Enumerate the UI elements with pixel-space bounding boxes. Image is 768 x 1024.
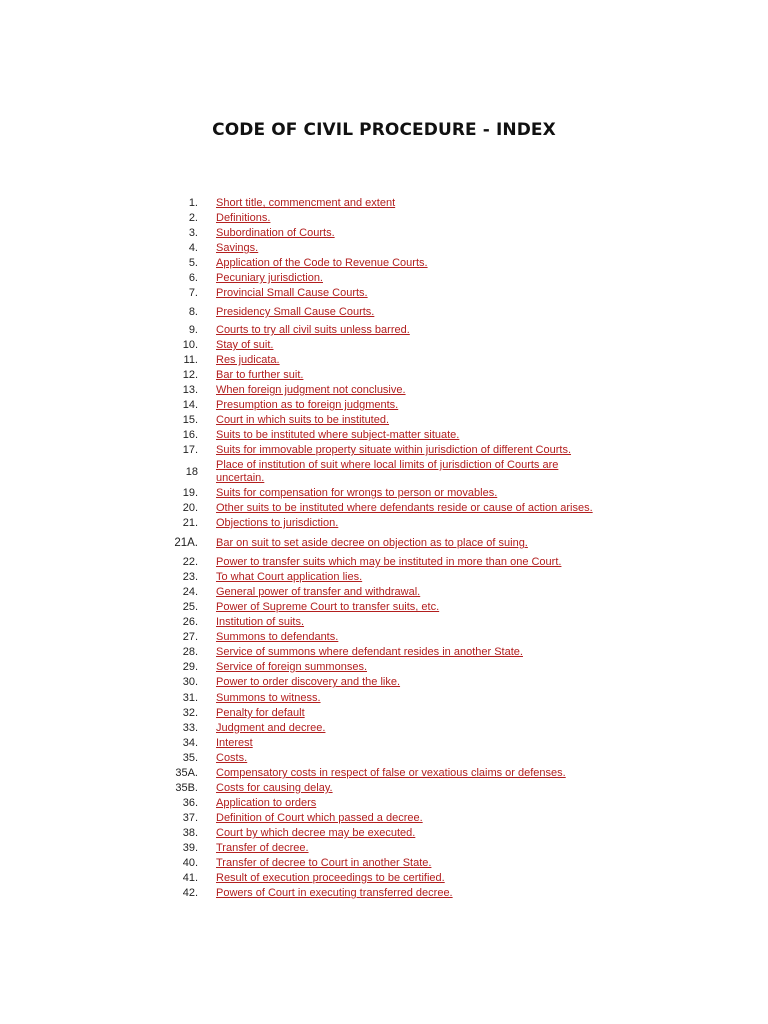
index-entry (0, 631, 768, 646)
index-entry (0, 354, 768, 369)
index-entry (0, 692, 768, 707)
entry-number: 35B. (175, 782, 198, 794)
index-entry (0, 502, 768, 517)
entry-number: 23. (182, 571, 198, 583)
index-entry (0, 339, 768, 354)
index-entry (0, 324, 768, 339)
entry-number: 36. (182, 797, 198, 809)
entry-number: 24. (182, 586, 198, 598)
entry-link[interactable]: Court in which suits to be instituted. (216, 414, 390, 426)
entry-number: 40. (182, 857, 198, 869)
entry-number: 3. (188, 227, 198, 239)
index-entry (0, 444, 768, 459)
index-entry (0, 872, 768, 887)
index-entry (0, 306, 768, 321)
entry-number: 7. (188, 287, 198, 299)
entry-number: 29. (182, 661, 198, 673)
entry-link[interactable]: Res judicata. (216, 354, 280, 366)
index-entry (0, 737, 768, 752)
entry-link[interactable]: Interest (216, 737, 253, 749)
index-entry (0, 212, 768, 227)
index-entry (0, 676, 768, 691)
page-title: CODE OF CIVIL PROCEDURE - INDEX (212, 120, 556, 140)
entry-link[interactable]: Judgment and decree. (216, 722, 326, 734)
entry-number: 8. (188, 306, 198, 318)
index-entry (0, 782, 768, 797)
entry-link[interactable]: Definitions. (216, 212, 271, 224)
entry-link[interactable]: Power to order discovery and the like. (216, 676, 401, 688)
entry-link[interactable]: Bar to further suit. (216, 369, 304, 381)
index-entry (0, 707, 768, 722)
entry-number: 32. (182, 707, 198, 719)
entry-number: 2. (188, 212, 198, 224)
entry-number: 28. (182, 646, 198, 658)
entry-number: 33. (182, 722, 198, 734)
entry-number: 10. (182, 339, 198, 351)
index-entry (0, 197, 768, 212)
entry-link[interactable]: Court by which decree may be executed. (216, 827, 416, 839)
entry-link[interactable]: Courts to try all civil suits unless barred. (216, 324, 410, 336)
index-entry (0, 242, 768, 257)
entry-link[interactable]: Application of the Code to Revenue Courts. (216, 257, 428, 269)
index-entry (0, 414, 768, 429)
index-entry (0, 487, 768, 502)
index-entry (0, 227, 768, 242)
entry-number: 41. (182, 872, 198, 884)
entry-link[interactable]: Result of execution proceedings to be certified. (216, 872, 445, 884)
index-entry (0, 661, 768, 676)
entry-link[interactable]: Service of foreign summonses. (216, 661, 368, 673)
entry-link[interactable]: Presidency Small Cause Courts. (216, 306, 375, 318)
entry-link[interactable]: Costs for causing delay. (216, 782, 333, 794)
entry-link[interactable]: Penalty for default (216, 707, 305, 719)
entry-number: 19. (182, 487, 198, 499)
entry-number: 27. (182, 631, 198, 643)
entry-number: 25. (182, 601, 198, 613)
index-entry (0, 827, 768, 842)
entry-link[interactable]: Compensatory costs in respect of false or vexatious claims or defenses. (216, 767, 566, 779)
index-entry (0, 586, 768, 601)
index-entry (0, 287, 768, 302)
entry-number: 37. (182, 812, 198, 824)
entry-link[interactable]: Powers of Court in executing transferred decree. (216, 887, 453, 899)
index-entry (0, 429, 768, 444)
index-entry (0, 537, 768, 552)
entry-link[interactable]: Summons to witness. (216, 692, 321, 704)
index-entry (0, 257, 768, 272)
entry-number: 21A. (174, 537, 198, 549)
entry-link[interactable]: When foreign judgment not conclusive. (216, 384, 406, 396)
index-entry (0, 399, 768, 414)
entry-number: 11. (183, 354, 198, 366)
entry-number: 14. (182, 399, 198, 411)
entry-link[interactable]: Bar on suit to set aside decree on objection as to place of suing. (216, 537, 528, 549)
entry-link[interactable]: Subordination of Courts. (216, 227, 335, 239)
index-entry (0, 646, 768, 661)
entry-link[interactable]: General power of transfer and withdrawal. (216, 586, 421, 598)
entry-link[interactable]: To what Court application lies. (216, 571, 363, 583)
entry-link[interactable]: Suits for immovable property situate within jurisdiction of different Courts. (216, 444, 572, 456)
entry-number: 34. (182, 737, 198, 749)
entry-link[interactable]: Stay of suit. (216, 339, 274, 351)
index-entry (0, 459, 768, 487)
entry-number: 15. (182, 414, 198, 426)
entry-number: 16. (182, 429, 198, 441)
entry-number: 35A. (175, 767, 198, 779)
entry-number: 9. (188, 324, 198, 336)
index-entry (0, 517, 768, 532)
entry-link[interactable]: Savings. (216, 242, 259, 254)
entry-link[interactable]: Summons to defendants. (216, 631, 339, 643)
index-entry (0, 857, 768, 872)
entry-number: 21. (182, 517, 198, 529)
entry-link[interactable]: Transfer of decree. (216, 842, 309, 854)
entry-link[interactable]: Transfer of decree to Court in another State. (216, 857, 432, 869)
entry-link[interactable]: Suits to be instituted where subject-matter situate. (216, 429, 460, 441)
entry-link[interactable]: Objections to jurisdiction. (216, 517, 339, 529)
entry-number: 5. (188, 257, 198, 269)
index-entry (0, 887, 768, 902)
entry-link[interactable]: Power of Supreme Court to transfer suits, etc. (216, 601, 440, 613)
entry-link[interactable]: Short title, commencment and extent (216, 197, 396, 209)
entry-link[interactable]: Suits for compensation for wrongs to person or movables. (216, 487, 498, 499)
entry-link[interactable]: Costs. (216, 752, 248, 764)
entry-link[interactable]: Definition of Court which passed a decree. (216, 812, 423, 824)
entry-number: 39. (182, 842, 198, 854)
index-entry (0, 384, 768, 399)
index-entry (0, 722, 768, 737)
index-entry (0, 556, 768, 571)
entry-number: 6. (188, 272, 198, 284)
entry-link[interactable]: Other suits to be instituted where defendants reside or cause of action arises. (216, 502, 593, 514)
index-entry (0, 272, 768, 287)
entry-number: 26. (182, 616, 198, 628)
entry-number: 20. (182, 502, 198, 514)
index-entry (0, 369, 768, 384)
entry-number: 31. (182, 692, 198, 704)
entry-link[interactable]: Presumption as to foreign judgments. (216, 399, 399, 411)
entry-number: 22. (182, 556, 198, 568)
entry-link[interactable]: Provincial Small Cause Courts. (216, 287, 368, 299)
entry-number: 1. (188, 197, 198, 209)
index-entry (0, 601, 768, 616)
entry-link[interactable]: Institution of suits. (216, 616, 305, 628)
entry-number: 35. (182, 752, 198, 764)
entry-number: 38. (182, 827, 198, 839)
entry-link[interactable]: Place of institution of suit where local limits of jurisdiction of Courts are uncertain. (216, 459, 559, 484)
entry-link[interactable]: Pecuniary jurisdiction. (216, 272, 323, 284)
index-entry (0, 616, 768, 631)
entry-link[interactable]: Application to orders (216, 797, 317, 809)
index-entry (0, 797, 768, 812)
index-entry (0, 571, 768, 586)
entry-number: 13. (182, 384, 198, 396)
index-entry (0, 767, 768, 782)
entry-number: 4. (188, 242, 198, 254)
entry-number: 30. (182, 676, 198, 688)
entry-link[interactable]: Service of summons where defendant resides in another State. (216, 646, 523, 658)
entry-number: 12. (182, 369, 198, 381)
entry-number: 17. (182, 444, 198, 456)
entry-number: 42. (182, 887, 198, 899)
entry-number: 18 (185, 466, 198, 478)
index-entry (0, 812, 768, 827)
index-entry (0, 842, 768, 857)
entry-link[interactable]: Power to transfer suits which may be instituted in more than one Court. (216, 556, 562, 568)
index-entry (0, 752, 768, 767)
